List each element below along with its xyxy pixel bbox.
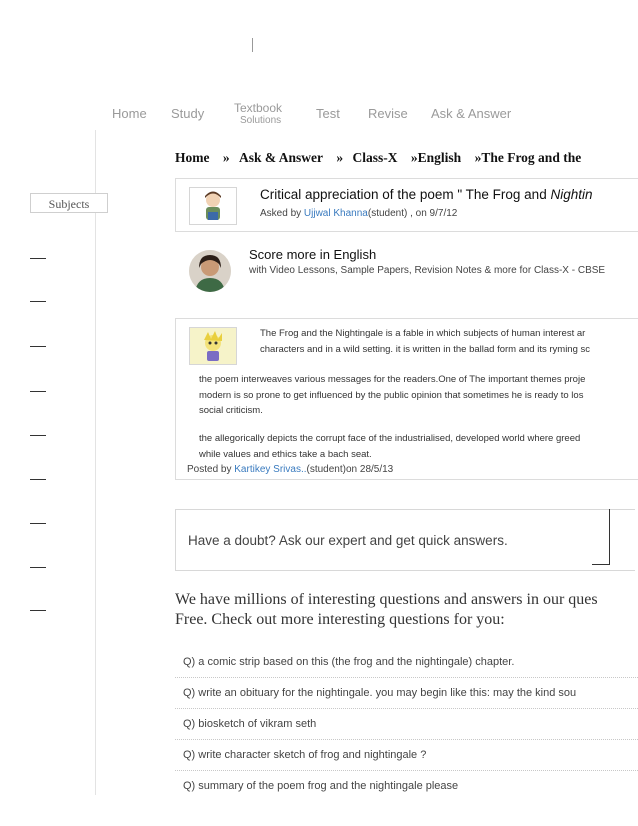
ask-doubt-handle[interactable] [592,564,609,565]
ask-doubt-box[interactable] [175,509,635,571]
breadcrumb [175,150,581,166]
more-questions-heading [175,590,598,630]
sidebar-item-dash[interactable] [30,391,46,392]
related-question-text: Q) summary of the poem frog and the nightingale please [183,780,459,792]
breadcrumb-separator: » [336,150,344,165]
ask-doubt-text: Have a doubt? Ask our expert and get quick answers. [188,533,508,548]
answer-line: The Frog and the Nightingale is a fable in which subjects of human interest ar [260,328,586,339]
nav-study[interactable]: Study [171,106,205,121]
promo-title: Score more in English [249,247,377,262]
nav-revise[interactable]: Revise [368,106,408,121]
related-question-text: Q) biosketch of vikram seth [183,718,317,730]
answer-line: modern is so prone to get influenced by the public opinion that sometimes he is ready to los [199,390,584,401]
breadcrumb-ask-answer[interactable]: Ask & Answer [239,150,324,165]
poster-link[interactable]: Kartikey Srivas.. [234,464,307,475]
sidebar-item-dash[interactable] [30,567,46,568]
sidebar-item-dash[interactable] [30,258,46,259]
breadcrumb-separator: » [222,150,230,165]
more-questions-line: We have millions of interesting questions and answers in our ques [175,591,598,608]
related-question-text: Q) write an obituary for the nightingale. you may begin like this: may the kind sou [183,687,577,699]
posted-by-label: Posted by [187,464,235,475]
answer-line: the allegorically depicts the corrupt face of the industrialised, developed world where greed [199,433,581,444]
sidebar-item-dash[interactable] [30,346,46,347]
nav-textbook[interactable]: Textbook [234,101,283,115]
question-card [175,178,638,232]
related-question[interactable] [175,679,638,709]
related-question-text: Q) write character sketch of frog and nightingale ? [183,749,427,761]
promo-subtitle: with Video Lessons, Sample Papers, Revision Notes & more for Class-X - CBSE [249,265,606,276]
nav-test[interactable]: Test [316,106,340,121]
nav-home[interactable]: Home [112,106,147,121]
question-title-italic: Nightin [550,187,593,202]
answer-card [175,318,638,480]
asker-avatar [189,187,237,225]
nav-textbook-solutions[interactable]: Solutions [240,115,282,126]
related-question[interactable] [175,772,638,802]
breadcrumb-class[interactable]: Class-X [352,150,398,165]
related-question[interactable] [175,648,638,678]
asker-link[interactable]: Ujjwal Khanna [303,208,368,219]
breadcrumb-chapter[interactable]: »The Frog and the [474,150,582,165]
nav-ask-answer[interactable]: Ask & Answer [431,106,512,121]
posted-date: (student)on 28/5/13 [306,464,394,475]
answer-line: social criticism. [199,405,263,416]
answerer-avatar [189,327,237,365]
answer-line: the poem interweaves various messages for the readers.One of The important themes proje [199,374,586,385]
related-question-text: Q) a comic strip based on this (the frog and the nightingale) chapter. [183,656,515,668]
breadcrumb-subject[interactable]: »English [410,150,462,165]
answer-meta [187,464,393,475]
more-questions-line: Free. Check out more interesting questions for you: [175,611,505,628]
question-title-text: Critical appreciation of the poem " The Frog and [260,187,551,202]
answer-line: characters and in a wild setting. it is written in the ballad form and its ryming sc [260,344,591,355]
breadcrumb-home[interactable]: Home [175,150,210,165]
sidebar-item-dash[interactable] [30,301,46,302]
subjects-button[interactable]: Subjects [30,193,108,213]
sidebar-divider [95,130,96,795]
ask-doubt-edge [609,509,610,565]
sidebar-item-dash[interactable] [30,610,46,611]
asked-by-label: Asked by [260,208,304,219]
sidebar-item-dash[interactable] [30,523,46,524]
question-title[interactable] [260,187,592,202]
teacher-avatar [189,250,231,292]
sidebar-item-dash[interactable] [30,435,46,436]
header-divider [252,38,253,52]
sidebar-item-dash[interactable] [30,479,46,480]
question-meta [260,208,457,219]
asked-date: (student) , on 9/7/12 [367,208,458,219]
promo-block[interactable] [175,236,638,302]
related-question[interactable] [175,710,638,740]
answer-line: while values and ethics take a bach seat. [199,449,372,460]
related-question[interactable] [175,741,638,771]
